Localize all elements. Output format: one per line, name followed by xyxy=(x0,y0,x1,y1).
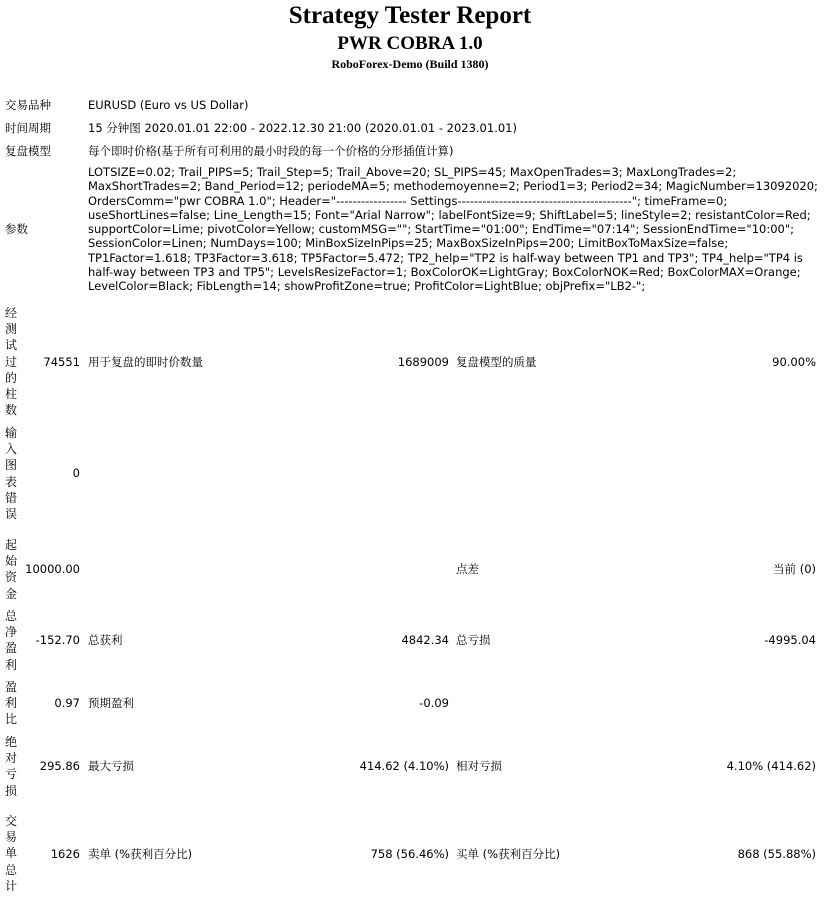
modelling-quality-value: 90.00% xyxy=(772,355,816,369)
modelling-quality-label: 复盘模型的质量 xyxy=(456,355,537,369)
report-title: Strategy Tester Report xyxy=(288,2,532,29)
model-value: 每个即时价格(基于所有可利用的最小时段的每一个价格的分形插值计算) xyxy=(88,144,454,158)
spread-label: 点差 xyxy=(456,562,479,576)
maximal-drawdown-value: 414.62 (4.10%) xyxy=(359,759,449,773)
gross-profit-label: 总获利 xyxy=(88,633,123,647)
total-trades-label: 交易单总计 xyxy=(5,814,18,893)
symbol-value: EURUSD (Euro vs US Dollar) xyxy=(88,98,249,112)
model-label: 复盘模型 xyxy=(5,144,51,158)
gross-loss-value: -4995.04 xyxy=(764,633,816,647)
expected-payoff-label: 预期盈利 xyxy=(88,696,134,710)
expected-payoff-value: -0.09 xyxy=(419,696,449,710)
symbol-label: 交易品种 xyxy=(5,98,51,112)
short-positions-value: 758 (56.46%) xyxy=(370,847,449,861)
bars-tested-label: 经测试过的柱数 xyxy=(5,306,18,418)
total-trades-value: 1626 xyxy=(50,847,80,861)
relative-drawdown-value: 4.10% (414.62) xyxy=(726,759,816,773)
relative-drawdown-label: 相对亏损 xyxy=(456,759,502,773)
gross-profit-value: 4842.34 xyxy=(401,633,449,647)
ticks-modelled-label: 用于复盘的即时价数量 xyxy=(88,355,203,369)
maximal-drawdown-label: 最大亏损 xyxy=(88,759,134,773)
initial-deposit-label: 起始资金 xyxy=(5,538,18,601)
net-profit-value: -152.70 xyxy=(35,633,80,647)
long-positions-value: 868 (55.88%) xyxy=(737,847,816,861)
initial-deposit-value: 10000.00 xyxy=(25,562,80,576)
profit-factor-value: 0.97 xyxy=(54,696,80,710)
spread-value: 当前 (0) xyxy=(773,562,816,576)
ticks-modelled-value: 1689009 xyxy=(397,355,449,369)
params-value: LOTSIZE=0.02; Trail_PIPS=5; Trail_Step=5; Trail_Above=20; SL_PIPS=45; MaxOpenTrades=3; MaxLongTrades=2; MaxShortTrades=2; Band_Period=12; periodeMA=5; methodemoyenne=2; Period1=3; Period2=34; MagicNumber=13092020; OrdersComm="pwr COBRA 1.0"; Header="----------------- Settings------------------------------------------"; timeFrame=0; useShortLines=false; Line_Length=15; Font="Arial Narrow"; labelFontSize=9; ShiftLabel=5; lineStyle=2; resistantColor=Red; supportColor=Lime; pivotColor=Yellow; customMSG=""; StartTime="01:00"; EndTime="07:14"; SessionEndTime="10:00"; SessionColor=Linen; NumDays=100; MinBoxSizeInPips=25; MaxBoxSizeInPips=200; LimitBoxToMaxSize=false; TP1Factor=1.618; TP3Factor=3.618; TP5Factor=5.472; TP2_help="TP2 is half-way between TP1 and TP3"; TP4_help="TP4 is half-way between TP3 and TP5"; LevelsResizeFactor=1; BoxColorOK=LightGray; BoxColorNOK=Red; BoxColorMAX=Orange; LevelColor=Black; FibLength=14; showProfitZone=true; ProfitColor=LightBlue; objPrefix="LB2-"; xyxy=(88,165,818,294)
broker-build: RoboForex-Demo (Build 1380) xyxy=(331,57,489,71)
profit-factor-label: 盈利比 xyxy=(5,680,18,727)
chart-errors-label: 输入图表错误 xyxy=(5,426,18,522)
bars-tested-value: 74551 xyxy=(43,355,80,369)
absolute-drawdown-label: 绝对亏损 xyxy=(5,735,18,798)
period-value: 15 分钟图 2020.01.01 22:00 - 2022.12.30 21:00 (2020.01.01 - 2023.01.01) xyxy=(88,121,517,135)
absolute-drawdown-value: 295.86 xyxy=(39,759,80,773)
period-label: 时间周期 xyxy=(5,121,51,135)
short-positions-label: 卖单 (%获利百分比) xyxy=(88,847,193,861)
gross-loss-label: 总亏损 xyxy=(456,633,491,647)
long-positions-label: 买单 (%获利百分比) xyxy=(456,847,561,861)
net-profit-label: 总净盈利 xyxy=(5,609,18,672)
params-label: 参数 xyxy=(5,222,28,236)
expert-name: PWR COBRA 1.0 xyxy=(337,33,483,54)
chart-errors-value: 0 xyxy=(72,466,80,480)
